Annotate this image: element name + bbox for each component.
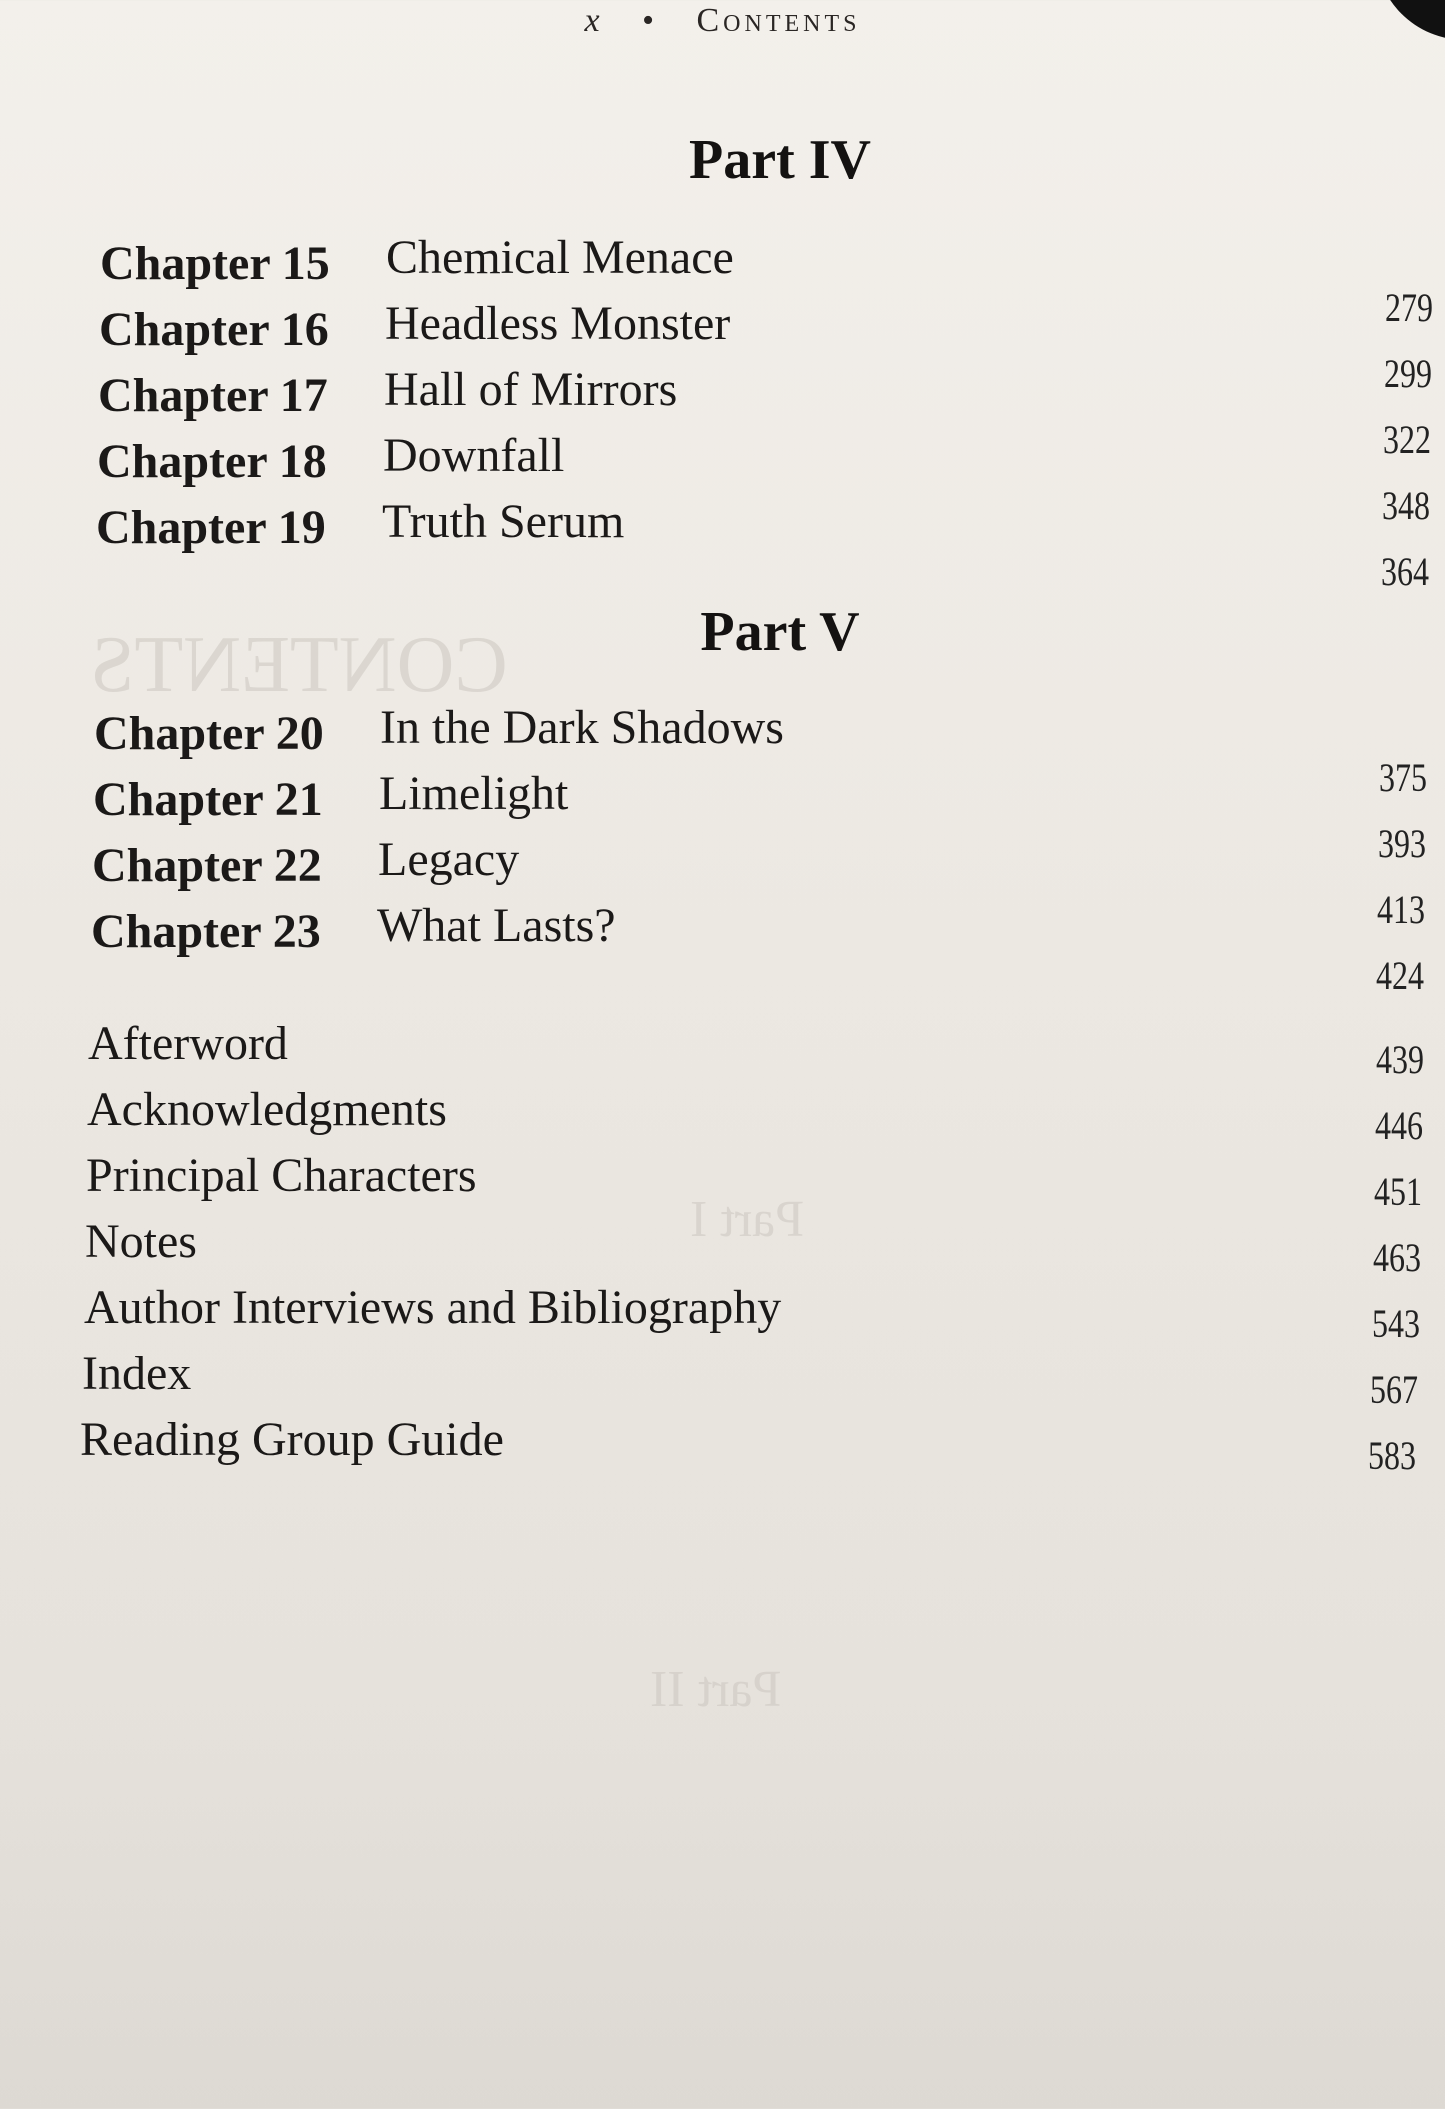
- bleed-through-text: CONTENTS: [90, 621, 508, 709]
- page-number: 583: [1368, 1433, 1416, 1478]
- bleed-through-text: Part II: [650, 1661, 782, 1718]
- bleed-through-text: Part I: [690, 1191, 805, 1248]
- back-matter-title: Author Interviews and Bibliography: [84, 1281, 782, 1334]
- chapter-number: Chapter 17: [98, 369, 328, 422]
- page-number: 451: [1374, 1169, 1422, 1214]
- page-number: 279: [1385, 285, 1433, 330]
- chapter-title: Limelight: [379, 767, 569, 820]
- chapter-number: Chapter 18: [97, 435, 327, 488]
- back-matter-title: Reading Group Guide: [80, 1413, 504, 1466]
- chapter-title: Chemical Menace: [386, 231, 734, 284]
- page-number: 446: [1375, 1103, 1423, 1148]
- chapter-number: Chapter 20: [94, 707, 324, 760]
- chapter-number: Chapter 21: [93, 773, 323, 826]
- chapter-title: What Lasts?: [377, 899, 616, 952]
- toc-row: [96, 495, 1445, 594]
- part-v-heading: Part V: [700, 601, 860, 663]
- back-matter-row: [80, 1412, 1440, 1478]
- running-header: [0, 2, 1445, 40]
- chapter-title: Downfall: [383, 429, 565, 482]
- page-number: 424: [1376, 953, 1424, 998]
- chapter-title: Truth Serum: [382, 495, 625, 548]
- chapter-title: Headless Monster: [385, 297, 731, 350]
- page-number: 299: [1384, 351, 1432, 396]
- chapter-number: Chapter 23: [91, 905, 321, 958]
- back-matter-row: [82, 1346, 1442, 1412]
- chapter-title: In the Dark Shadows: [380, 701, 784, 754]
- header-separator: •: [642, 2, 657, 39]
- page-number: 393: [1378, 821, 1426, 866]
- page-number: 463: [1373, 1235, 1421, 1280]
- page-number: 322: [1383, 417, 1431, 462]
- page-number: 413: [1377, 887, 1425, 932]
- chapter-number: Chapter 22: [92, 839, 322, 892]
- part-iv-heading: Part IV: [689, 129, 871, 191]
- header-title: Contents: [696, 2, 861, 39]
- chapter-title: Hall of Mirrors: [384, 363, 678, 416]
- chapter-number: Chapter 16: [99, 303, 329, 356]
- back-matter-title: Afterword: [88, 1017, 288, 1070]
- page-number: 364: [1381, 549, 1429, 594]
- back-matter-title: Index: [82, 1347, 192, 1400]
- chapter-number: Chapter 19: [96, 501, 326, 554]
- page-number: 543: [1372, 1301, 1420, 1346]
- page-number: 375: [1379, 755, 1427, 800]
- header-page-number: x: [584, 2, 603, 39]
- back-matter-row: [88, 1016, 1445, 1082]
- chapter-title: Legacy: [378, 833, 520, 886]
- page-number: 439: [1376, 1037, 1424, 1082]
- back-matter-row: [87, 1082, 1445, 1148]
- page-number: 567: [1370, 1367, 1418, 1412]
- toc-row: [91, 899, 1445, 998]
- page-number: 348: [1382, 483, 1430, 528]
- chapter-number: Chapter 15: [100, 237, 330, 290]
- back-matter-row: [84, 1280, 1444, 1346]
- back-matter-title: Principal Characters: [86, 1149, 477, 1202]
- back-matter-title: Notes: [85, 1215, 197, 1268]
- back-matter-title: Acknowledgments: [87, 1083, 447, 1136]
